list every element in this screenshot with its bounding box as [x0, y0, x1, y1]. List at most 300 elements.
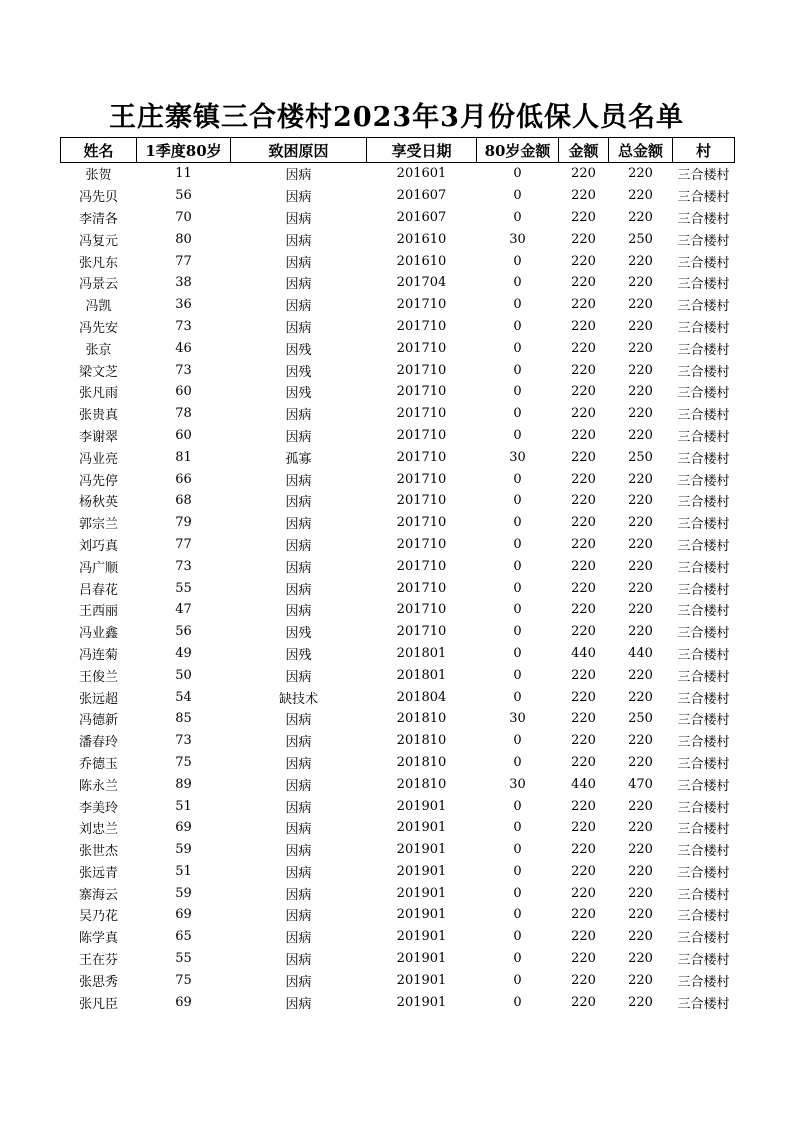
cell-village: 三合楼村 [677, 865, 730, 881]
table-row [61, 839, 735, 861]
cell-reason: 因残 [285, 342, 312, 358]
table-row [61, 882, 735, 904]
cell-amount: 220 [571, 667, 596, 683]
cell-total: 220 [628, 275, 653, 291]
cell-reason: 因病 [285, 233, 312, 249]
cell-reason: 缺技术 [278, 691, 318, 707]
table-row [61, 468, 735, 490]
cell-village: 三合楼村 [677, 735, 730, 751]
cell-name: 冯先贝 [78, 190, 118, 206]
cell-80-amount: 0 [513, 733, 522, 749]
cell-total: 220 [628, 297, 653, 313]
cell-village: 三合楼村 [677, 626, 730, 642]
cell-name: 张贺 [85, 168, 112, 184]
cell-total: 220 [628, 929, 653, 945]
cell-name: 李清各 [78, 211, 118, 227]
cell-start-date: 201710 [396, 318, 447, 334]
cell-name: 冯复元 [78, 233, 118, 249]
cell-amount: 220 [571, 842, 596, 858]
table-row [61, 294, 735, 316]
cell-total: 220 [628, 689, 653, 705]
cell-total: 220 [628, 863, 653, 879]
cell-total: 220 [628, 842, 653, 858]
cell-80-amount: 0 [513, 907, 522, 923]
header-name: 姓名 [61, 138, 137, 163]
cell-80-amount: 0 [513, 536, 522, 552]
cell-name: 冯连菊 [78, 647, 118, 663]
cell-amount: 440 [571, 645, 596, 661]
cell-amount: 220 [571, 231, 596, 247]
cell-reason: 因病 [285, 822, 312, 838]
cell-start-date: 201901 [396, 907, 447, 923]
cell-q1-80: 47 [175, 602, 192, 618]
cell-village: 三合楼村 [677, 822, 730, 838]
cell-name: 王俊兰 [78, 669, 118, 685]
cell-q1-80: 73 [175, 362, 192, 378]
cell-80-amount: 0 [513, 253, 522, 269]
cell-amount: 220 [571, 427, 596, 443]
cell-80-amount: 0 [513, 798, 522, 814]
cell-start-date: 201710 [396, 536, 447, 552]
cell-village: 三合楼村 [677, 364, 730, 380]
cell-village: 三合楼村 [677, 647, 730, 663]
cell-start-date: 201710 [396, 384, 447, 400]
table-row [61, 795, 735, 817]
table-row [61, 664, 735, 686]
cell-name: 刘忠兰 [78, 822, 118, 838]
cell-80-amount: 0 [513, 863, 522, 879]
cell-start-date: 201607 [396, 209, 447, 225]
cell-name: 张凡臣 [78, 996, 118, 1012]
cell-80-amount: 0 [513, 929, 522, 945]
cell-village: 三合楼村 [677, 844, 730, 860]
cell-start-date: 201901 [396, 994, 447, 1010]
table-row [61, 425, 735, 447]
cell-amount: 220 [571, 253, 596, 269]
cell-total: 440 [628, 645, 653, 661]
cell-name: 张凡东 [78, 255, 118, 271]
cell-total: 220 [628, 972, 653, 988]
cell-name: 吕春花 [78, 582, 118, 598]
cell-village: 三合楼村 [677, 255, 730, 271]
cell-total: 220 [628, 362, 653, 378]
cell-village: 三合楼村 [677, 953, 730, 969]
cell-reason: 因病 [285, 320, 312, 336]
cell-80-amount: 0 [513, 624, 522, 640]
cell-amount: 220 [571, 406, 596, 422]
table-row [61, 686, 735, 708]
cell-start-date: 201710 [396, 580, 447, 596]
cell-q1-80: 54 [175, 689, 192, 705]
cell-q1-80: 69 [175, 820, 192, 836]
header-row [61, 138, 735, 163]
cell-amount: 220 [571, 929, 596, 945]
cell-village: 三合楼村 [677, 320, 730, 336]
cell-name: 冯先停 [78, 473, 118, 489]
cell-name: 张京 [85, 342, 112, 358]
cell-reason: 因病 [285, 277, 312, 293]
cell-reason: 因病 [285, 756, 312, 772]
cell-amount: 220 [571, 318, 596, 334]
table-row [61, 904, 735, 926]
cell-total: 220 [628, 209, 653, 225]
cell-reason: 因病 [285, 844, 312, 860]
cell-q1-80: 78 [175, 406, 192, 422]
cell-amount: 220 [571, 362, 596, 378]
cell-total: 220 [628, 994, 653, 1010]
cell-reason: 因病 [285, 735, 312, 751]
cell-name: 李美玲 [78, 800, 118, 816]
cell-start-date: 201710 [396, 449, 447, 465]
table-row [61, 773, 735, 795]
cell-amount: 220 [571, 951, 596, 967]
cell-name: 李谢翠 [78, 429, 118, 445]
cell-village: 三合楼村 [677, 211, 730, 227]
header-start-date: 享受日期 [367, 138, 477, 163]
cell-start-date: 201601 [396, 166, 447, 182]
table-row [61, 163, 735, 185]
table-row [61, 250, 735, 272]
cell-start-date: 201810 [396, 711, 447, 727]
cell-name: 张思秀 [78, 974, 118, 990]
header-village: 村 [673, 138, 735, 163]
cell-amount: 220 [571, 384, 596, 400]
cell-village: 三合楼村 [677, 342, 730, 358]
header-80-amount: 80岁金额 [477, 138, 559, 163]
cell-amount: 220 [571, 580, 596, 596]
cell-amount: 220 [571, 275, 596, 291]
cell-total: 220 [628, 754, 653, 770]
cell-80-amount: 30 [509, 231, 526, 247]
cell-80-amount: 0 [513, 842, 522, 858]
cell-reason: 因病 [285, 887, 312, 903]
cell-q1-80: 49 [175, 645, 192, 661]
cell-amount: 220 [571, 798, 596, 814]
cell-q1-80: 55 [175, 580, 192, 596]
cell-start-date: 201810 [396, 754, 447, 770]
cell-village: 三合楼村 [677, 887, 730, 903]
cell-q1-80: 73 [175, 558, 192, 574]
cell-start-date: 201901 [396, 863, 447, 879]
cell-total: 220 [628, 406, 653, 422]
cell-village: 三合楼村 [677, 408, 730, 424]
cell-80-amount: 0 [513, 885, 522, 901]
cell-name: 张贵真 [78, 408, 118, 424]
header-total: 总金额 [609, 138, 673, 163]
cell-start-date: 201710 [396, 406, 447, 422]
cell-reason: 因病 [285, 713, 312, 729]
cell-amount: 220 [571, 166, 596, 182]
cell-amount: 220 [571, 689, 596, 705]
cell-name: 杨秋英 [78, 495, 118, 511]
cell-start-date: 201710 [396, 624, 447, 640]
table-row [61, 577, 735, 599]
cell-reason: 因病 [285, 255, 312, 271]
cell-village: 三合楼村 [677, 473, 730, 489]
cell-80-amount: 0 [513, 493, 522, 509]
cell-reason: 孤寡 [285, 451, 312, 467]
cell-name: 王西丽 [78, 604, 118, 620]
cell-start-date: 201901 [396, 842, 447, 858]
cell-total: 220 [628, 340, 653, 356]
cell-reason: 因病 [285, 974, 312, 990]
cell-total: 470 [628, 776, 653, 792]
cell-name: 冯广顺 [78, 560, 118, 576]
table-row [61, 512, 735, 534]
cell-total: 250 [628, 449, 653, 465]
cell-start-date: 201704 [396, 275, 447, 291]
table-row [61, 359, 735, 381]
cell-start-date: 201710 [396, 471, 447, 487]
cell-village: 三合楼村 [677, 669, 730, 685]
cell-start-date: 201710 [396, 602, 447, 618]
cell-80-amount: 30 [509, 449, 526, 465]
cell-start-date: 201710 [396, 427, 447, 443]
cell-q1-80: 79 [175, 515, 192, 531]
cell-q1-80: 66 [175, 471, 192, 487]
table-row [61, 969, 735, 991]
cell-amount: 220 [571, 994, 596, 1010]
cell-amount: 220 [571, 340, 596, 356]
cell-start-date: 201901 [396, 798, 447, 814]
cell-reason: 因病 [285, 909, 312, 925]
cell-total: 220 [628, 318, 653, 334]
cell-amount: 220 [571, 711, 596, 727]
cell-reason: 因病 [285, 604, 312, 620]
cell-total: 220 [628, 558, 653, 574]
cell-amount: 220 [571, 515, 596, 531]
cell-start-date: 201901 [396, 820, 447, 836]
cell-amount: 220 [571, 471, 596, 487]
cell-80-amount: 0 [513, 471, 522, 487]
cell-80-amount: 0 [513, 427, 522, 443]
cell-reason: 因残 [285, 364, 312, 380]
cell-name: 冯业鑫 [78, 626, 118, 642]
cell-amount: 220 [571, 907, 596, 923]
cell-total: 250 [628, 711, 653, 727]
cell-village: 三合楼村 [677, 713, 730, 729]
cell-q1-80: 51 [175, 798, 192, 814]
cell-80-amount: 0 [513, 318, 522, 334]
table-row [61, 490, 735, 512]
cell-q1-80: 56 [175, 624, 192, 640]
cell-reason: 因病 [285, 953, 312, 969]
cell-80-amount: 0 [513, 188, 522, 204]
cell-80-amount: 0 [513, 580, 522, 596]
table-row [61, 926, 735, 948]
cell-reason: 因残 [285, 386, 312, 402]
cell-80-amount: 0 [513, 994, 522, 1010]
cell-village: 三合楼村 [677, 560, 730, 576]
table-row [61, 207, 735, 229]
cell-village: 三合楼村 [677, 756, 730, 772]
cell-80-amount: 0 [513, 340, 522, 356]
cell-name: 梁文芝 [78, 364, 118, 380]
cell-80-amount: 0 [513, 275, 522, 291]
cell-reason: 因残 [285, 647, 312, 663]
cell-80-amount: 0 [513, 754, 522, 770]
cell-q1-80: 55 [175, 951, 192, 967]
cell-reason: 因病 [285, 669, 312, 685]
cell-q1-80: 75 [175, 972, 192, 988]
cell-amount: 220 [571, 863, 596, 879]
cell-q1-80: 60 [175, 427, 192, 443]
cell-80-amount: 0 [513, 166, 522, 182]
cell-q1-80: 11 [175, 166, 192, 182]
cell-q1-80: 81 [175, 449, 192, 465]
cell-village: 三合楼村 [677, 691, 730, 707]
cell-reason: 因病 [285, 408, 312, 424]
cell-amount: 220 [571, 493, 596, 509]
cell-reason: 因病 [285, 495, 312, 511]
cell-start-date: 201607 [396, 188, 447, 204]
cell-total: 220 [628, 885, 653, 901]
cell-name: 冯景云 [78, 277, 118, 293]
cell-name: 冯业亮 [78, 451, 118, 467]
cell-village: 三合楼村 [677, 974, 730, 990]
cell-total: 220 [628, 733, 653, 749]
cell-amount: 220 [571, 624, 596, 640]
table-row [61, 991, 735, 1013]
cell-name: 乔德玉 [78, 756, 118, 772]
cell-80-amount: 0 [513, 951, 522, 967]
cell-total: 250 [628, 231, 653, 247]
cell-80-amount: 0 [513, 689, 522, 705]
cell-q1-80: 80 [175, 231, 192, 247]
cell-total: 220 [628, 798, 653, 814]
cell-name: 郭宗兰 [78, 517, 118, 533]
cell-80-amount: 0 [513, 384, 522, 400]
cell-80-amount: 0 [513, 515, 522, 531]
cell-total: 220 [628, 820, 653, 836]
table-row [61, 446, 735, 468]
cell-name: 冯凯 [85, 299, 112, 315]
cell-total: 220 [628, 951, 653, 967]
cell-start-date: 201710 [396, 558, 447, 574]
cell-village: 三合楼村 [677, 604, 730, 620]
cell-amount: 440 [571, 776, 596, 792]
subsidy-roster-table [60, 137, 735, 1013]
cell-village: 三合楼村 [677, 582, 730, 598]
cell-q1-80: 59 [175, 842, 192, 858]
cell-80-amount: 0 [513, 297, 522, 313]
cell-name: 寨海云 [78, 887, 118, 903]
table-row [61, 708, 735, 730]
cell-reason: 因病 [285, 931, 312, 947]
cell-amount: 220 [571, 602, 596, 618]
cell-village: 三合楼村 [677, 233, 730, 249]
cell-village: 三合楼村 [677, 190, 730, 206]
cell-village: 三合楼村 [677, 451, 730, 467]
cell-reason: 因残 [285, 626, 312, 642]
header-reason: 致困原因 [231, 138, 367, 163]
cell-start-date: 201710 [396, 493, 447, 509]
cell-start-date: 201901 [396, 951, 447, 967]
cell-q1-80: 60 [175, 384, 192, 400]
table-row [61, 185, 735, 207]
cell-80-amount: 0 [513, 406, 522, 422]
table-row [61, 948, 735, 970]
table-row [61, 228, 735, 250]
cell-start-date: 201901 [396, 972, 447, 988]
cell-reason: 因病 [285, 168, 312, 184]
cell-total: 220 [628, 624, 653, 640]
cell-q1-80: 85 [175, 711, 192, 727]
cell-80-amount: 0 [513, 362, 522, 378]
table-row [61, 643, 735, 665]
cell-q1-80: 70 [175, 209, 192, 225]
cell-q1-80: 75 [175, 754, 192, 770]
cell-start-date: 201901 [396, 885, 447, 901]
table-row [61, 337, 735, 359]
cell-village: 三合楼村 [677, 168, 730, 184]
cell-q1-80: 69 [175, 994, 192, 1010]
table-row [61, 272, 735, 294]
cell-reason: 因病 [285, 996, 312, 1012]
cell-q1-80: 65 [175, 929, 192, 945]
cell-q1-80: 46 [175, 340, 192, 356]
table-row [61, 730, 735, 752]
cell-total: 220 [628, 515, 653, 531]
cell-name: 张远超 [78, 691, 118, 707]
cell-amount: 220 [571, 449, 596, 465]
cell-80-amount: 30 [509, 776, 526, 792]
cell-village: 三合楼村 [677, 996, 730, 1012]
cell-total: 220 [628, 166, 653, 182]
cell-total: 220 [628, 602, 653, 618]
cell-reason: 因病 [285, 778, 312, 794]
cell-total: 220 [628, 667, 653, 683]
cell-amount: 220 [571, 297, 596, 313]
cell-start-date: 201801 [396, 645, 447, 661]
cell-start-date: 201710 [396, 340, 447, 356]
cell-total: 220 [628, 188, 653, 204]
cell-80-amount: 0 [513, 972, 522, 988]
cell-village: 三合楼村 [677, 800, 730, 816]
cell-80-amount: 0 [513, 820, 522, 836]
cell-80-amount: 0 [513, 558, 522, 574]
table-body [61, 163, 735, 1014]
cell-start-date: 201610 [396, 231, 447, 247]
cell-total: 220 [628, 384, 653, 400]
cell-q1-80: 73 [175, 733, 192, 749]
cell-amount: 220 [571, 188, 596, 204]
cell-80-amount: 0 [513, 209, 522, 225]
cell-total: 220 [628, 471, 653, 487]
cell-village: 三合楼村 [677, 386, 730, 402]
cell-q1-80: 51 [175, 863, 192, 879]
cell-amount: 220 [571, 885, 596, 901]
cell-reason: 因病 [285, 190, 312, 206]
cell-name: 潘春玲 [78, 735, 118, 751]
cell-name: 冯德新 [78, 713, 118, 729]
table-row [61, 752, 735, 774]
cell-q1-80: 36 [175, 297, 192, 313]
cell-80-amount: 0 [513, 667, 522, 683]
cell-amount: 220 [571, 558, 596, 574]
cell-total: 220 [628, 427, 653, 443]
cell-village: 三合楼村 [677, 538, 730, 554]
cell-village: 三合楼村 [677, 909, 730, 925]
table-row [61, 381, 735, 403]
cell-start-date: 201610 [396, 253, 447, 269]
cell-total: 220 [628, 253, 653, 269]
cell-start-date: 201810 [396, 733, 447, 749]
table-row [61, 599, 735, 621]
cell-start-date: 201804 [396, 689, 447, 705]
cell-amount: 220 [571, 733, 596, 749]
cell-reason: 因病 [285, 538, 312, 554]
